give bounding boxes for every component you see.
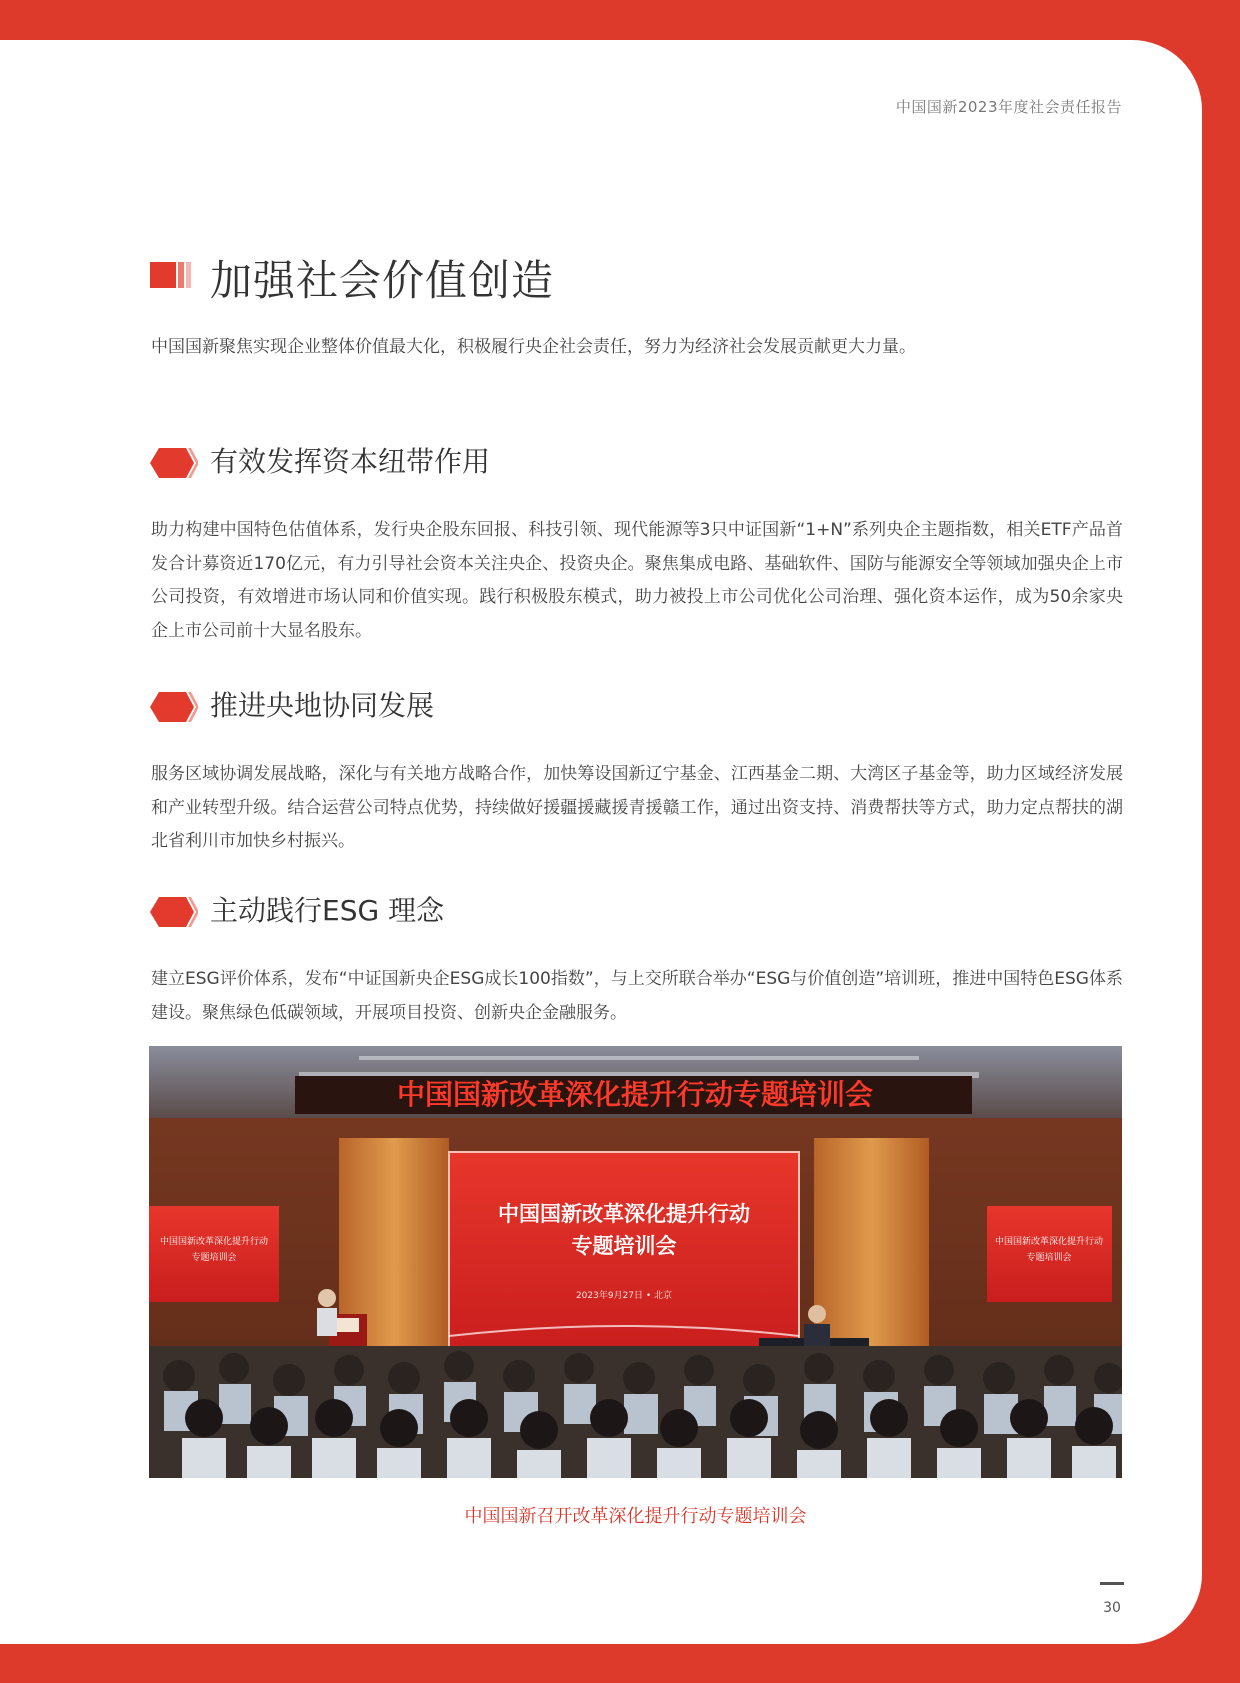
section-body-3: 建立ESG评价体系，发布“中证国新央企ESG成长100指数”，与上交所联合举办“ESG与价值创造”培训班，推进中国特色ESG体系建设。聚焦绿色低碳领域，开展项目投资、创新央企金融服务。 [151, 969, 1123, 1023]
section-body-2: 服务区域协调发展战略，深化与有关地方战略合作，加快筹设国新辽宁基金、江西基金二期、大湾区子基金等，助力区域经济发展和产业转型升级。结合运营公司特点优势，持续做好援疆援藏援青援赣工作，通过出资支持、消费帮扶等方式，助力定点帮扶的湖北省利川市加快乡村振兴。 [151, 764, 1123, 851]
section-heading-3 [150, 893, 1050, 929]
section-title-1: 有效发挥资本纽带作用 [210, 445, 491, 478]
main-screen-date: 2023年9月27日 • 北京 [575, 1291, 673, 1301]
section-heading-1 [150, 444, 1050, 480]
section-title-2: 推进央地协同发展 [210, 689, 435, 722]
section-body-1: 助力构建中国特色估值体系，发行央企股东回报、科技引领、现代能源等3只中证国新“1+N”系列央企主题指数，相关ETF产品首发合计募资近170亿元，有力引导社会资本关注央企、投资央企。聚焦集成电路、基础软件、国防与能源安全等领域加强央企上市公司投资，有效增进市场认同和价值实现。践行积极股东模式，助力被投上市公司优化公司治理、强化资本运作，成为50余家央企上市公司前十大显名股东。 [151, 520, 1123, 641]
page-sheet [0, 40, 1202, 1644]
side-screen-right-line1: 中国国新改革深化提升行动 [994, 1237, 1104, 1247]
led-banner-text: 中国国新改革深化提升行动专题培训会 [396, 1078, 874, 1111]
page-title: 加强社会价值创造 [210, 256, 555, 305]
side-screen-left-line1: 中国国新改革深化提升行动 [159, 1237, 269, 1247]
main-screen-title-line1: 中国国新改革深化提升行动 [498, 1202, 750, 1226]
running-header: 中国国新2023年度社会责任报告 [895, 98, 1122, 116]
section-marker-icon [150, 448, 198, 478]
conference-photo [149, 1046, 1122, 1478]
photo-caption: 中国国新召开改革深化提升行动专题培训会 [464, 1506, 807, 1527]
side-screen-left-line2: 专题培训会 [191, 1253, 237, 1263]
section-marker-icon [150, 897, 198, 927]
page-number: 30 [1103, 1600, 1121, 1616]
main-screen-title-line2: 专题培训会 [571, 1234, 677, 1258]
side-screen-right-line2: 专题培训会 [1026, 1253, 1072, 1263]
intro-paragraph: 中国国新聚焦实现企业整体价值最大化，积极履行央企社会责任，努力为经济社会发展贡献更大力量。 [151, 337, 916, 357]
section-heading-2 [150, 688, 1050, 724]
section-marker-icon [150, 692, 198, 722]
conference-photo-illustration [149, 1046, 1122, 1478]
title-marker-icon [150, 262, 194, 288]
section-title-3: 主动践行ESG 理念 [210, 894, 445, 927]
page-number-rule [1100, 1582, 1124, 1585]
